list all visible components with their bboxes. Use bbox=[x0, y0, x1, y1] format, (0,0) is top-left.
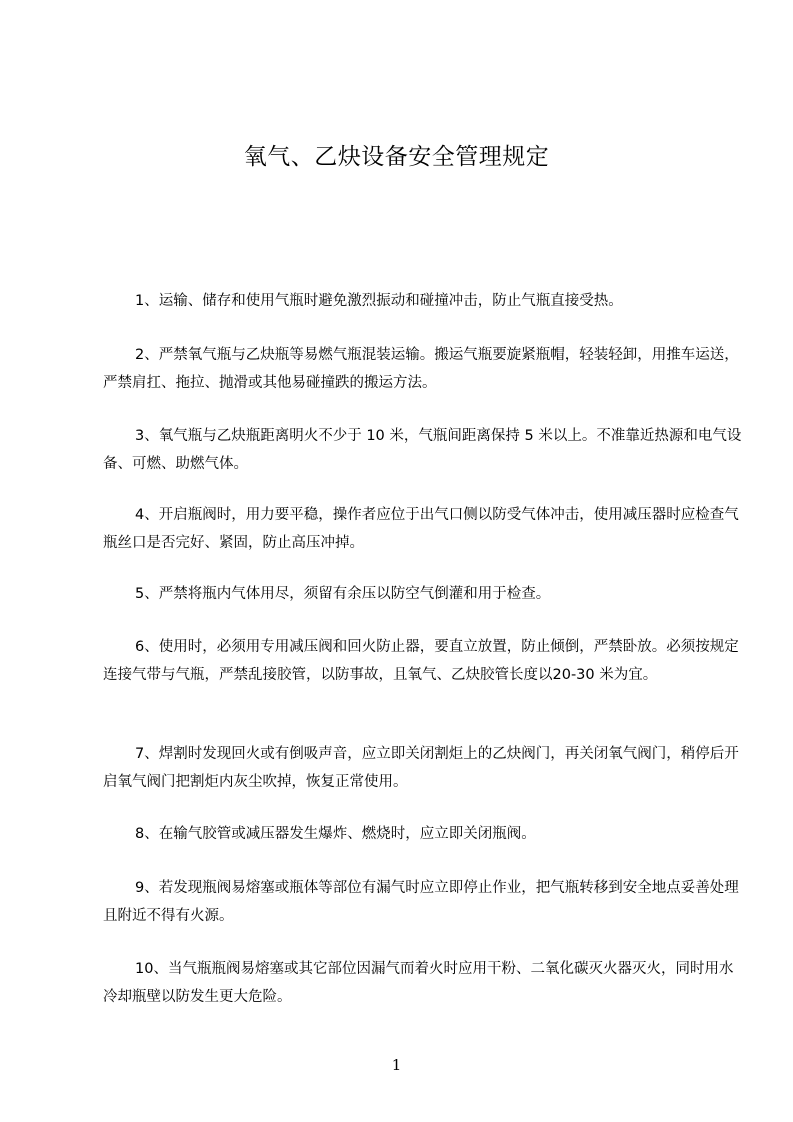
regulation-item-3: 3、氧气瓶与乙炔瓶距离明火不少于 10 米，气瓶间距离保持 5 米以上。不准靠近热源和电气设备、可燃、助燃气体。 bbox=[103, 428, 742, 472]
regulation-item-7: 7、焊割时发现回火或有倒吸声音，应立即关闭割炬上的乙炔阀门，再关闭氧气阀门，稍停后开启氧气阀门把割炬内灰尘吹掉，恢复正常使用。 bbox=[103, 746, 739, 790]
regulation-item-8: 8、在输气胶管或减压器发生爆炸、燃烧时，应立即关闭瓶阀。 bbox=[135, 826, 536, 842]
regulation-item-5: 5、严禁将瓶内气体用尽，须留有余压以防空气倒灌和用于检查。 bbox=[135, 586, 551, 602]
regulation-item-2: 2、严禁氧气瓶与乙炔瓶等易燃气瓶混装运输。搬运气瓶要旋紧瓶帽，轻装轻卸，用推车运送，严禁肩扛、拖拉、抛滑或其他易碰撞跌的搬运方法。 bbox=[103, 347, 739, 391]
regulation-item-4: 4、开启瓶阀时，用力要平稳，操作者应位于出气口侧以防受气体冲击，使用减压器时应检查气瓶丝口是否完好、紧固，防止高压冲掉。 bbox=[103, 507, 739, 551]
page-number: 1 bbox=[391, 1056, 402, 1074]
regulation-item-10: 10、当气瓶瓶阀易熔塞或其它部位因漏气而着火时应用干粉、二氧化碳灭火器灭火，同时用水冷却瓶壁以防发生更大危险。 bbox=[103, 961, 734, 1005]
regulation-item-6: 6、使用时，必须用专用减压阀和回火防止器，要直立放置，防止倾倒，严禁卧放。必须按规定连接气带与气瓶，严禁乱接胶管，以防事故，且氧气、乙炔胶管长度以20-30 米为宜。 bbox=[103, 639, 739, 683]
regulation-item-1: 1、运输、储存和使用气瓶时避免激烈振动和碰撞冲击，防止气瓶直接受热。 bbox=[135, 293, 623, 309]
regulation-item-9: 9、若发现瓶阀易熔塞或瓶体等部位有漏气时应立即停止作业，把气瓶转移到安全地点妥善处理且附近不得有火源。 bbox=[103, 880, 739, 924]
document-title: 氧气、乙炔设备安全管理规定 bbox=[243, 144, 550, 170]
